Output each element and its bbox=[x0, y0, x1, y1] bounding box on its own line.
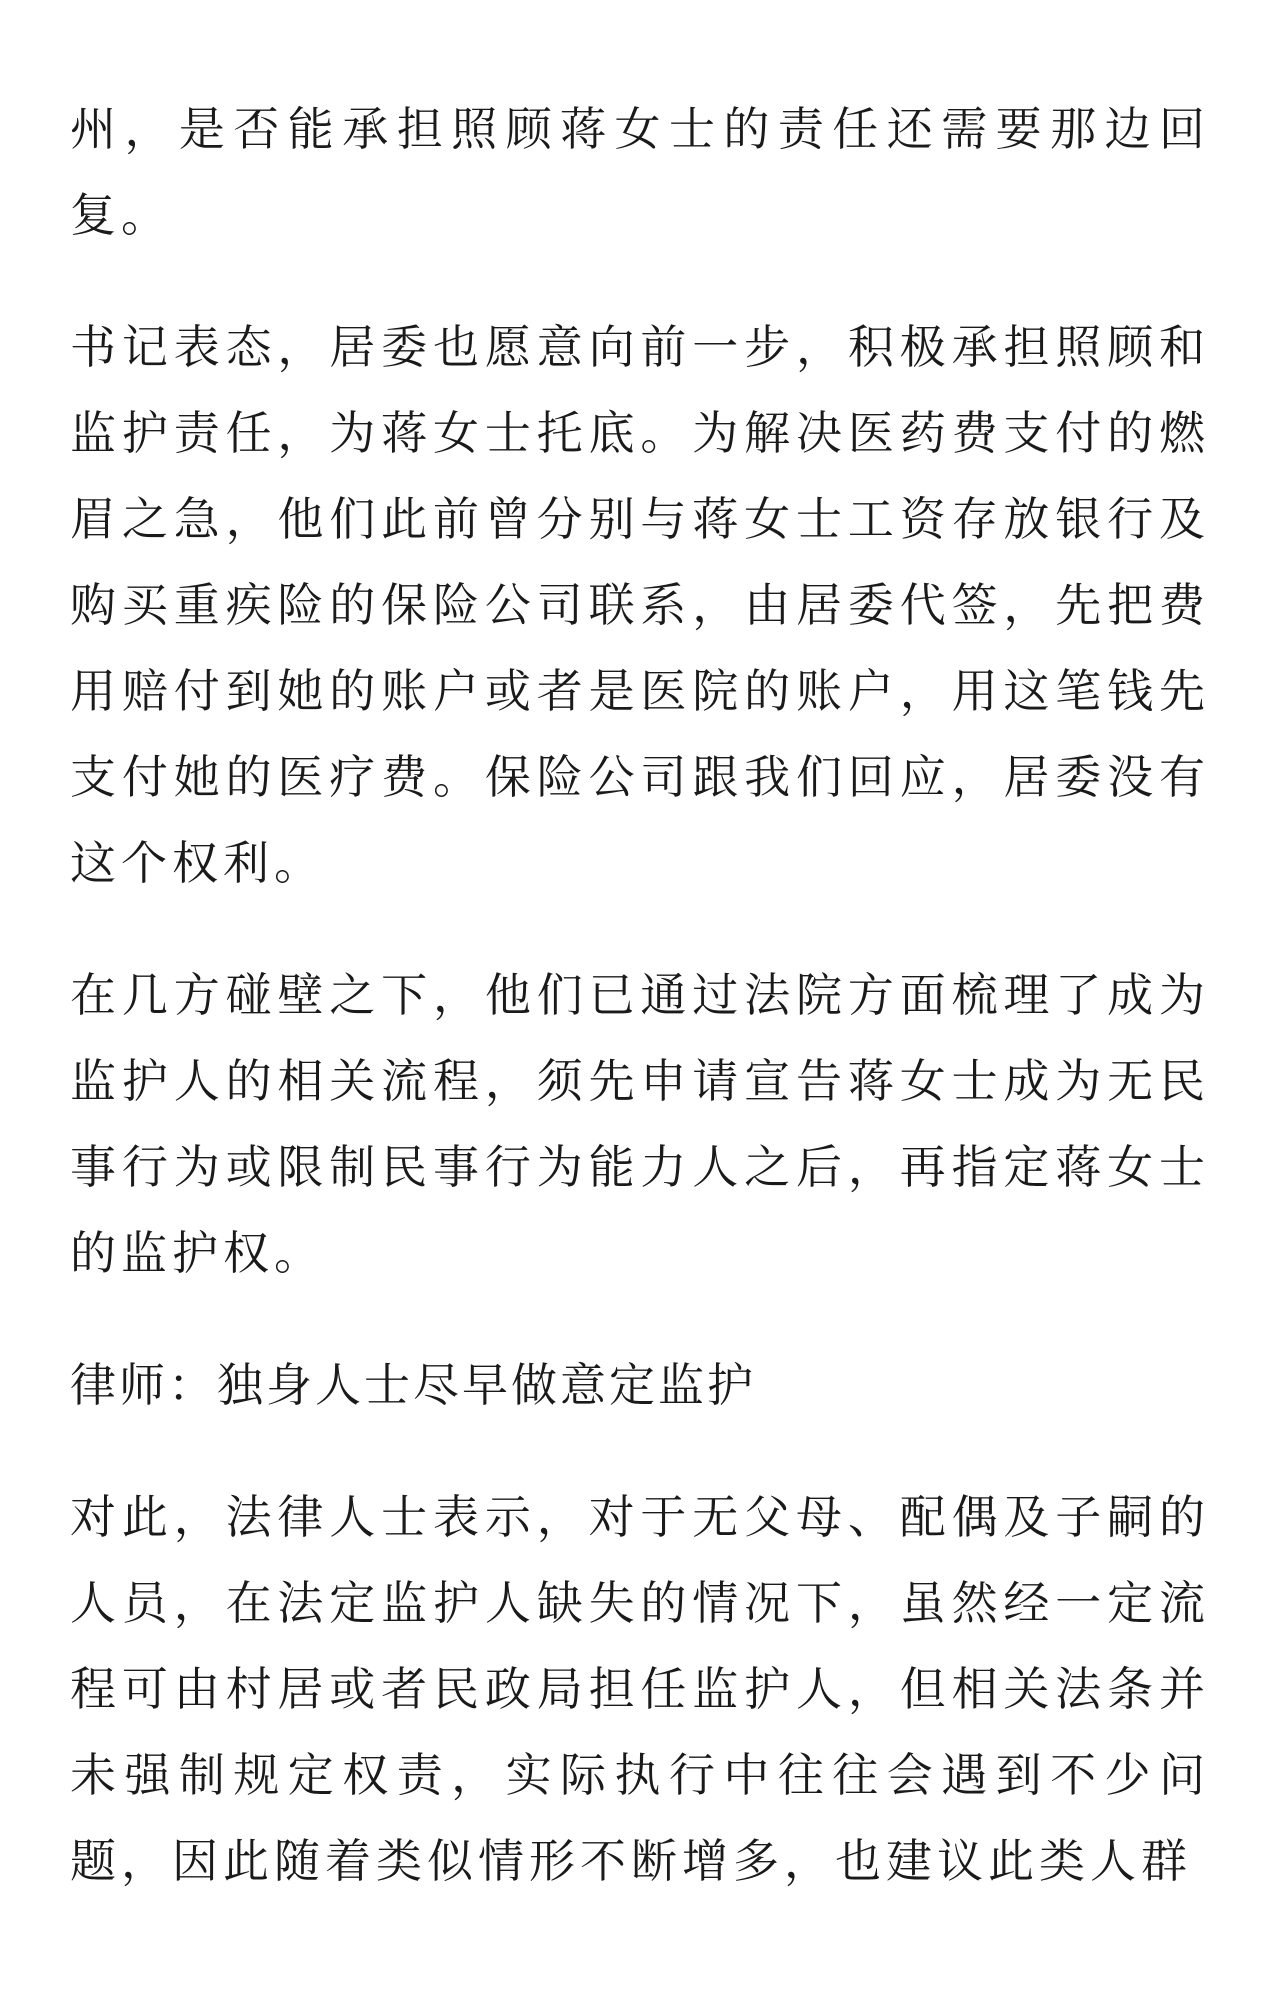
section-subheading: 律师：独身人士尽早做意定监护 bbox=[70, 1358, 756, 1412]
paragraph-legal-advice: 对此，法律人士表示，对于无父母、配偶及子嗣的人员，在法定监护人缺失的情况下，虽然经一定流程可由村居或者民政局担任监护人，但相关法条并未强制规定权责，实际执行中往往会遇到不少问题，因此随着类似情形不断增多，也建议此类人群 bbox=[70, 1490, 1210, 1888]
paragraph-court-process: 在几方碰壁之下，他们已通过法院方面梳理了成为监护人的相关流程，须先申请宣告蒋女士成为无民事行为或限制民事行为能力人之后，再指定蒋女士的监护权。 bbox=[70, 968, 1210, 1280]
paragraph-guardian-reply: 州，是否能承担照顾蒋女士的责任还需要那边回复。 bbox=[70, 102, 1210, 242]
paragraph-committee-stance: 书记表态，居委也愿意向前一步，积极承担照顾和监护责任，为蒋女士托底。为解决医药费支付的燃眉之急，他们此前曾分别与蒋女士工资存放银行及购买重疾险的保险公司联系，由居委代签，先把费用赔付到她的账户或者是医院的账户，用这笔钱先支付她的医疗费。保险公司跟我们回应，居委没有这个权利。 bbox=[70, 320, 1210, 890]
